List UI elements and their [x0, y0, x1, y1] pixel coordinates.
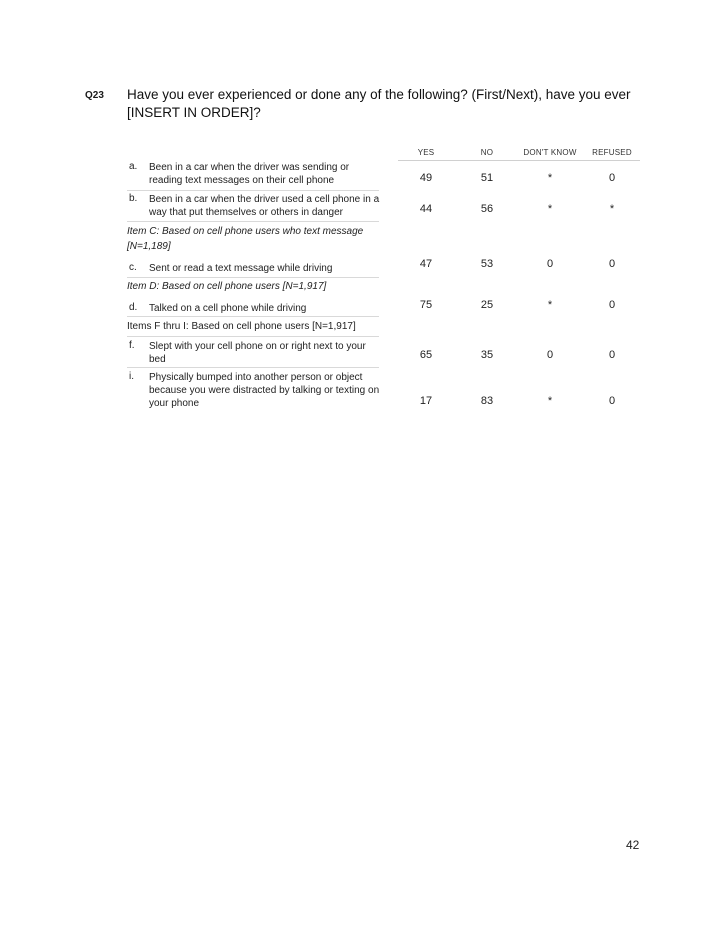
value-dont-know: *	[547, 395, 553, 407]
row-letter: d.	[129, 302, 138, 313]
value-yes: 49	[419, 172, 433, 184]
value-yes: 44	[419, 203, 433, 215]
row-rule	[127, 221, 379, 222]
value-dont-know: 0	[546, 349, 554, 361]
row-letter: c.	[129, 262, 137, 273]
value-no: 51	[480, 172, 494, 184]
value-no: 25	[480, 299, 494, 311]
base-note-item-d: Item D: Based on cell phone users [N=1,917]	[127, 281, 327, 292]
value-refused: 0	[608, 258, 616, 270]
value-dont-know: *	[547, 299, 553, 311]
value-no: 83	[480, 395, 494, 407]
row-rule	[127, 277, 379, 278]
value-refused: 0	[608, 395, 616, 407]
value-yes: 17	[419, 395, 433, 407]
value-yes: 47	[419, 258, 433, 270]
value-dont-know: *	[547, 172, 553, 184]
value-dont-know: 0	[546, 258, 554, 270]
row-text: Been in a car when the driver used a cell phone in a way that put themselves or others in danger	[149, 194, 380, 218]
value-refused: 0	[608, 349, 616, 361]
value-no: 56	[480, 203, 494, 215]
column-header-no: NO	[480, 148, 494, 157]
header-rule	[398, 160, 640, 161]
column-header-refused: REFUSED	[592, 148, 632, 157]
page-number: 42	[626, 838, 640, 852]
value-dont-know: *	[547, 203, 553, 215]
row-text: Physically bumped into another person or object because you were distracted by talking or texting on your phone	[149, 372, 380, 409]
row-letter: i.	[129, 371, 134, 382]
question-number: Q23	[85, 90, 104, 101]
value-yes: 75	[419, 299, 433, 311]
row-rule	[127, 336, 379, 337]
base-note-item-c: Item C: Based on cell phone users who text message [N=1,189]	[127, 226, 364, 252]
row-text: Talked on a cell phone while driving	[149, 303, 307, 314]
value-no: 35	[480, 349, 494, 361]
row-letter: b.	[129, 193, 138, 204]
row-letter: a.	[129, 161, 138, 172]
row-rule	[127, 316, 379, 317]
value-yes: 65	[419, 349, 433, 361]
value-refused: 0	[608, 172, 616, 184]
value-refused: 0	[608, 299, 616, 311]
question-text: Have you ever experienced or done any of the following? (First/Next), have you ever [INSERT IN ORDER]?	[127, 87, 631, 120]
row-text: Slept with your cell phone on or right next to your bed	[149, 341, 366, 365]
column-header-dont-know: DON'T KNOW	[523, 148, 577, 157]
row-rule	[127, 367, 379, 368]
base-note-items-f-i: Items F thru I: Based on cell phone users [N=1,917]	[127, 321, 356, 332]
value-no: 53	[480, 258, 494, 270]
row-text: Sent or read a text message while driving	[149, 263, 333, 274]
row-letter: f.	[129, 340, 135, 351]
row-rule	[127, 190, 379, 191]
row-text: Been in a car when the driver was sending or reading text messages on their cell phone	[149, 162, 350, 186]
column-header-yes: YES	[417, 148, 435, 157]
value-refused: *	[609, 203, 615, 215]
